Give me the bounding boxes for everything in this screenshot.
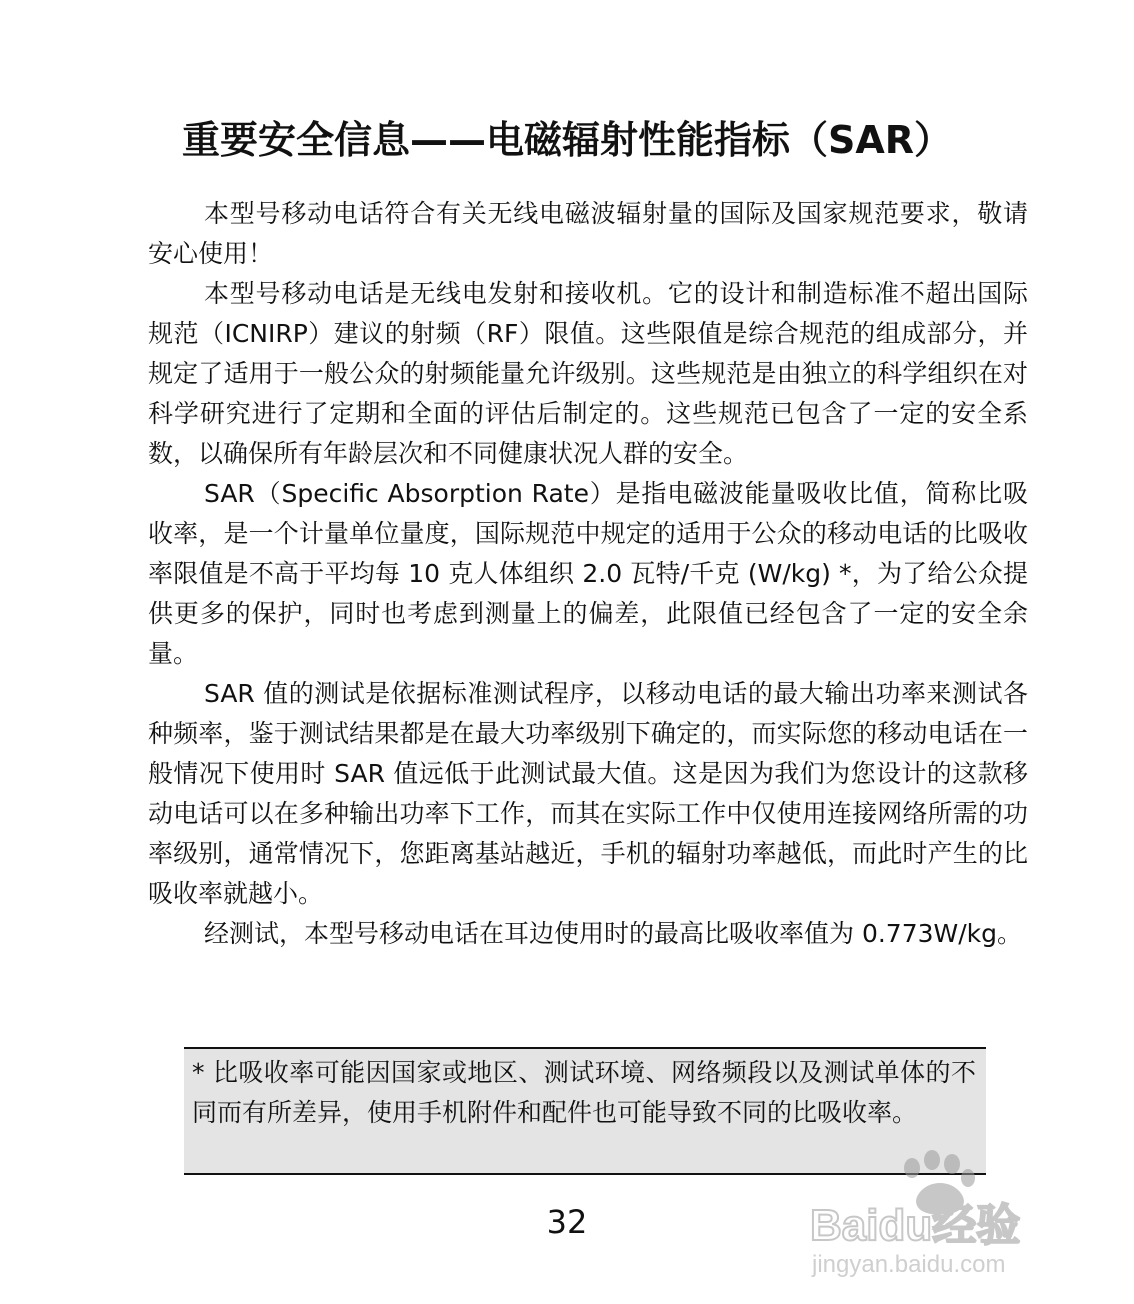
page-title: 重要安全信息——电磁辐射性能指标（SAR） (181, 118, 953, 162)
paragraph-sar-definition: SAR（Specific Absorption Rate）是指电磁波能量吸收比值，简称比吸收率，是一个计量单位量度，国际规范中规定的适用于公众的移动电话的比吸收率限值是不高于平均每 10 克人体组织 2.0 瓦特/千克 (W/kg) *，为了给公众提供更多的保护，同时也考虑到测量上的偏差，此限值已经包含了一定的安全余量。 (148, 479, 1028, 668)
paragraph-icnirp: 本型号移动电话是无线电发射和接收机。它的设计和制造标准不超出国际规范（ICNIRP）建议的射频（RF）限值。这些限值是综合规范的组成部分，并规定了适用于一般公众的射频能量允许级别。这些规范是由独立的科学组织在对科学研究进行了定期和全面的评估后制定的。这些规范已包含了一定的安全系数，以确保所有年龄层次和不同健康状况人群的安全。 (148, 279, 1028, 468)
watermark-brand: Baidu经验 (810, 1201, 1021, 1250)
paragraph-intro: 本型号移动电话符合有关无线电磁波辐射量的国际及国家规范要求，敬请安心使用！ (148, 199, 1028, 268)
paragraph-sar-testing: SAR 值的测试是依据标准测试程序，以移动电话的最大输出功率来测试各种频率，鉴于测试结果都是在最大功率级别下确定的，而实际您的移动电话在一般情况下使用时 SAR 值远低于此测试最大值。这是因为我们为您设计的这款移动电话可以在多种输出功率下工作，而其在实际工作中仅使用连接网络所需的功率级别，通常情况下，您距离基站越近，手机的辐射功率越低，而此时产生的比吸收率就越小。 (148, 679, 1028, 908)
body-text (148, 194, 1028, 954)
paragraph-sar-result: 经测试，本型号移动电话在耳边使用时的最高比吸收率值为 0.773W/kg。 (204, 919, 1023, 948)
watermark-url: jingyan.baidu.com (812, 1251, 1006, 1278)
page-number: 32 (546, 1203, 588, 1241)
baidu-watermark-icon (800, 1140, 1080, 1280)
footnote-text: * 比吸收率可能因国家或地区、测试环境、网络频段以及测试单体的不同而有所差异，使用手机附件和配件也可能导致不同的比吸收率。 (192, 1058, 976, 1127)
